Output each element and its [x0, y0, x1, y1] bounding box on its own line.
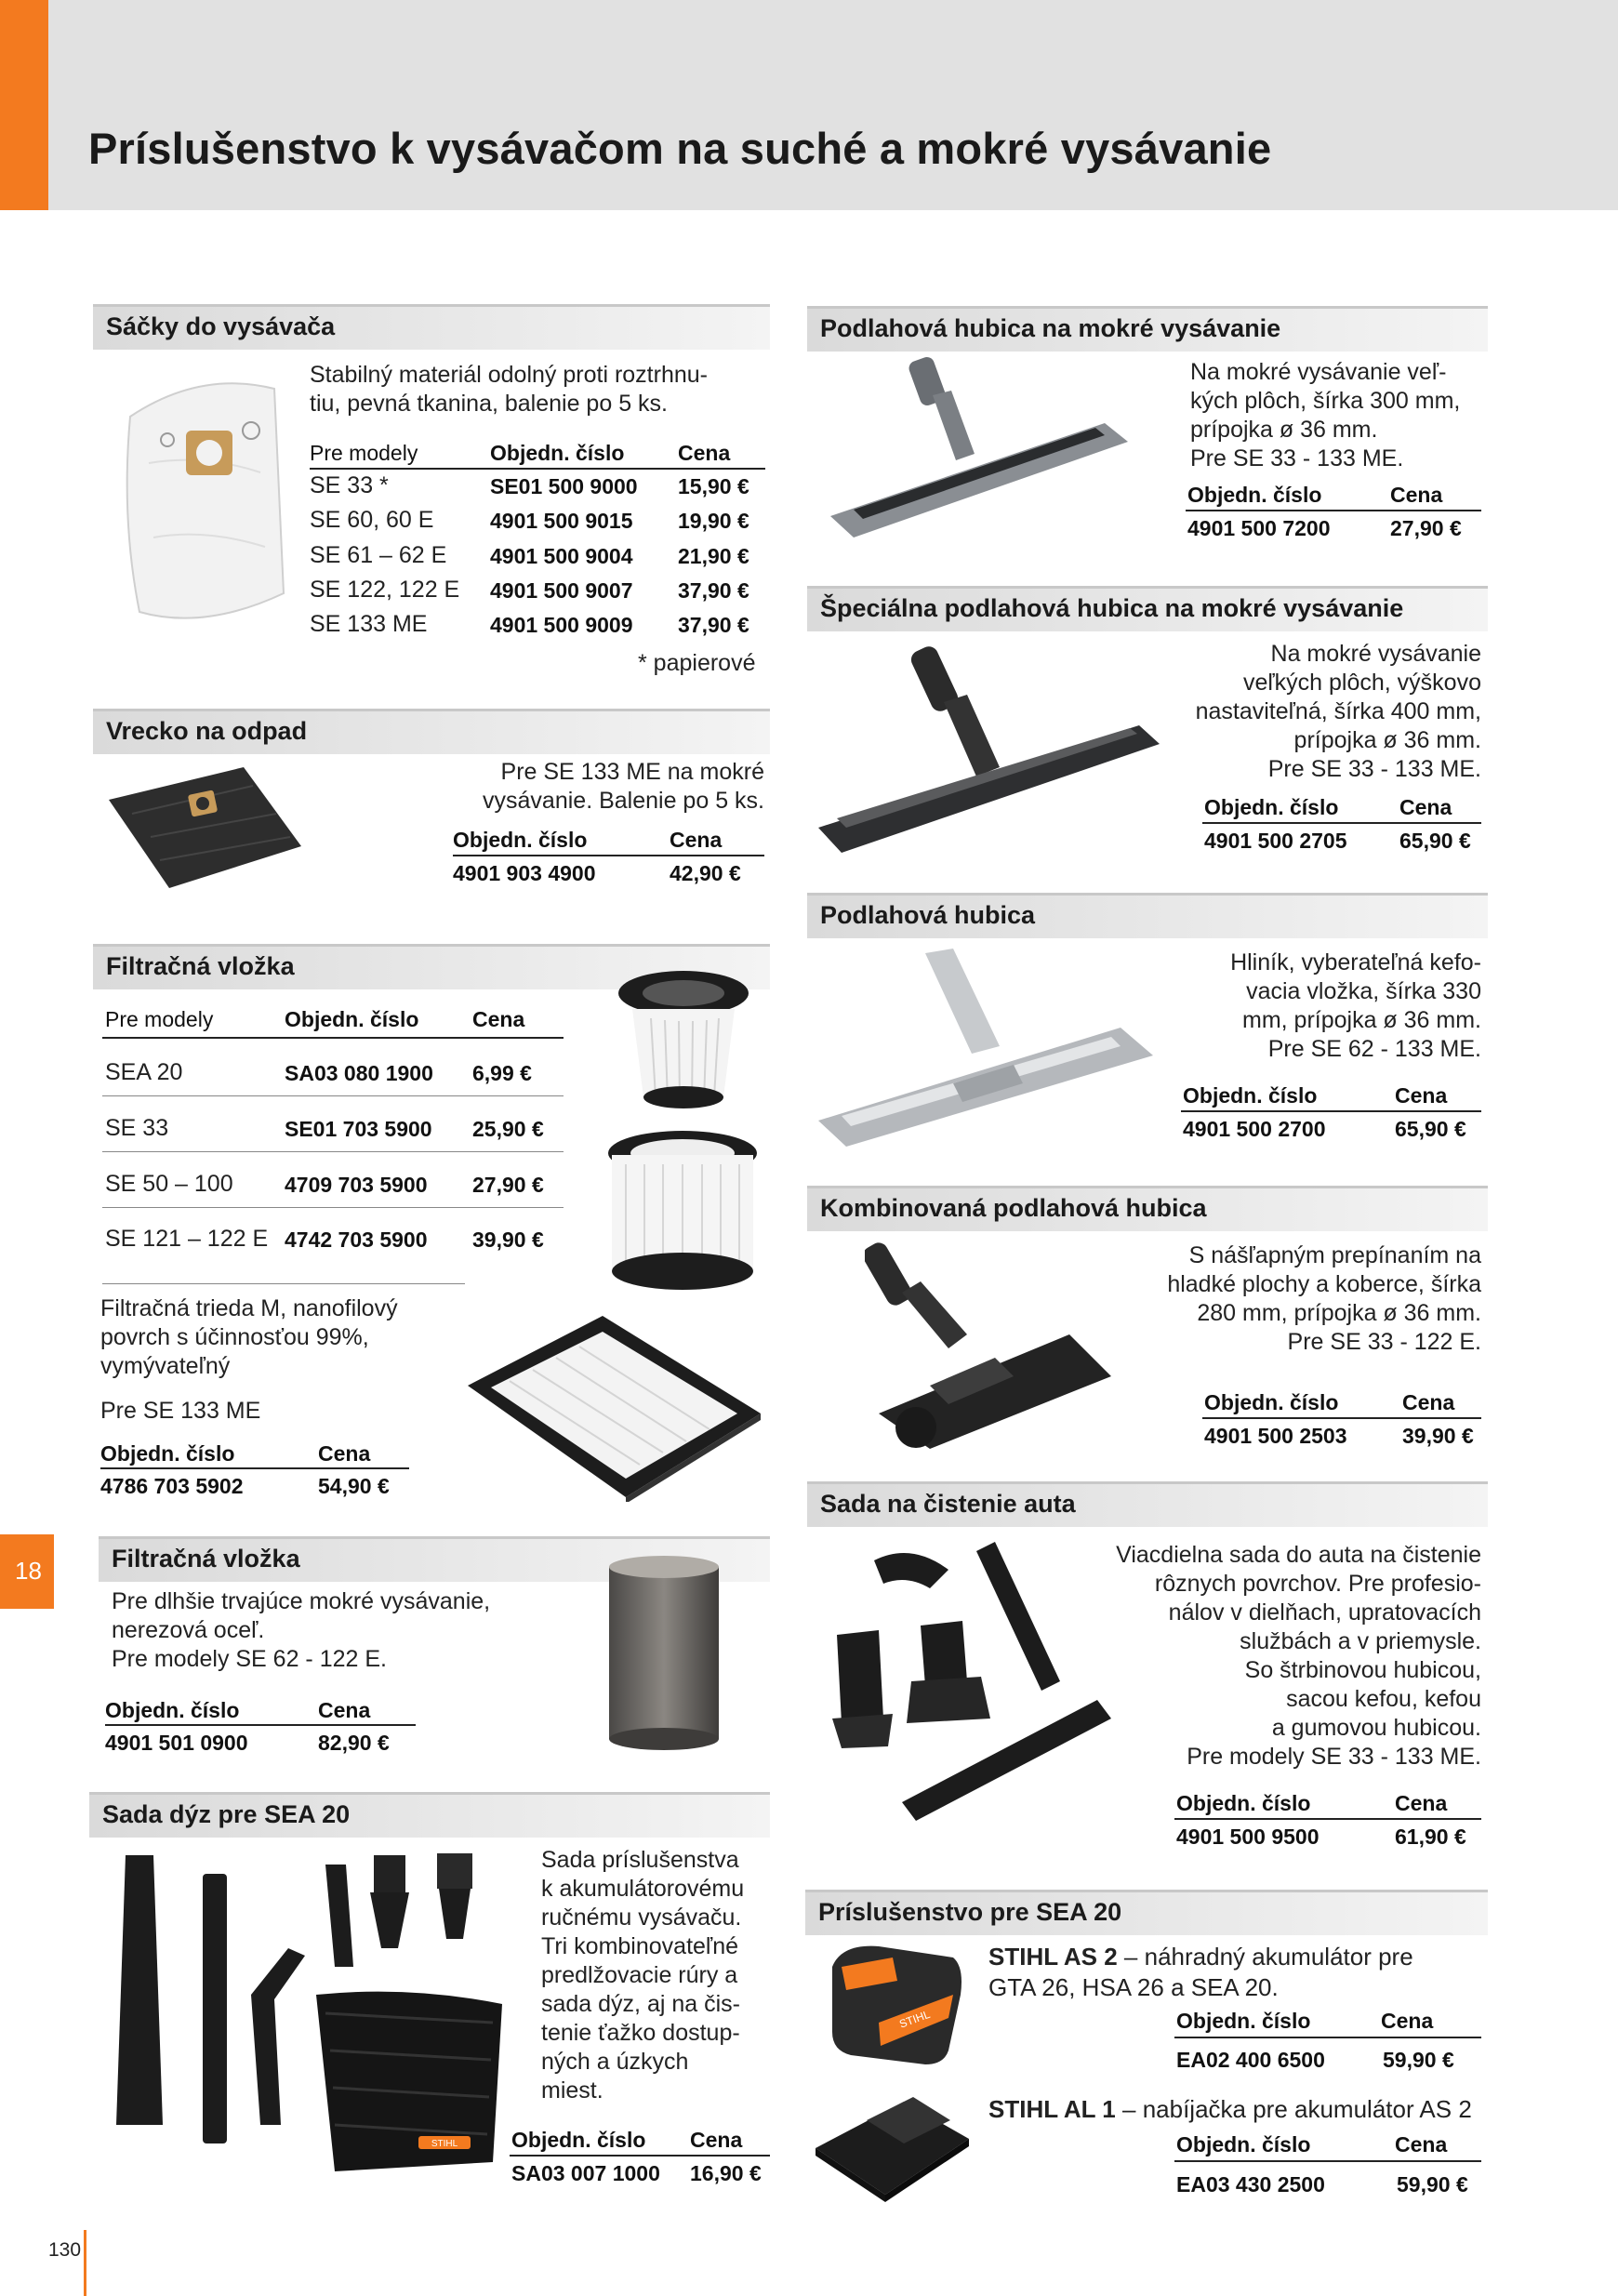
car-set-description: Viacdielna sada do auta na čistenie rôznych povrchov. Pre profesio- nálov v dielňach, upratovacích službách a v priemysle. So štrbinovou hubicou, sacou kefou, kefou a gumovou hubicou. Pre modely SE 33 - 133 ME.: [1116, 1542, 1481, 1770]
wet-floor-nozzle-image: [826, 353, 1133, 539]
nozzle-set-col-order: Objedn. číslo: [511, 2128, 646, 2152]
stihl-logo-bag: STIHL: [431, 2139, 458, 2149]
combi-floor-col-price: Cena: [1402, 1390, 1455, 1414]
floor-col-order: Objedn. číslo: [1183, 1083, 1318, 1108]
table-cell: 4901 500 2700: [1183, 1117, 1326, 1141]
filter1-rule-2: [100, 1467, 409, 1469]
combi-floor-nozzle-image: [865, 1237, 1116, 1451]
table-cell: 4709 703 5900: [285, 1173, 428, 1197]
table-cell: 39,90 €: [1402, 1424, 1474, 1448]
nozzle-set-col-price: Cena: [690, 2128, 743, 2152]
section-heading-sea20-accessories: Príslušenstvo pre SEA 20: [805, 1890, 1488, 1935]
table-cell: 15,90 €: [678, 474, 749, 498]
as2-col-price: Cena: [1381, 2009, 1434, 2033]
waste-bag-col-price: Cena: [670, 828, 723, 852]
filter2-col-order: Objedn. číslo: [105, 1698, 240, 1722]
combi-floor-rule: [1202, 1417, 1481, 1419]
filter1-col-price-2: Cena: [318, 1441, 371, 1466]
filter1-col-price: Cena: [472, 1007, 525, 1031]
vacuum-bag-image: [112, 352, 288, 630]
table-cell: 4742 703 5900: [285, 1228, 428, 1252]
bags-footnote: * papierové: [638, 650, 756, 676]
section-heading-bags: Sáčky do vysávača: [93, 304, 770, 350]
header-band: [0, 0, 1618, 210]
bags-col-models: Pre modely: [310, 441, 418, 465]
waste-bag-image: [104, 763, 304, 893]
table-cell: 4786 703 5902: [100, 1474, 244, 1498]
filter2-col-price: Cena: [318, 1698, 371, 1722]
waste-bag-col-order: Objedn. číslo: [453, 828, 588, 852]
table-cell: 4901 501 0900: [105, 1731, 248, 1755]
section-heading-special-floor-nozzle: Špeciálna podlahová hubica na mokré vysávanie: [807, 586, 1488, 631]
filter-cartridge-image: [603, 1127, 763, 1293]
table-cell: SE 133 ME: [310, 611, 428, 637]
wet-floor-rule: [1186, 510, 1481, 511]
row-divider: [102, 1151, 564, 1152]
filter1-for-models: Pre SE 133 ME: [100, 1398, 261, 1424]
table-cell: 16,90 €: [690, 2161, 762, 2185]
nozzle-set-rule: [510, 2155, 770, 2157]
filter1-col-order: Objedn. číslo: [285, 1007, 419, 1031]
flat-filter-image: [463, 1311, 765, 1502]
wet-floor-description: Na mokré vysávanie veľ- kých plôch, šírka 300 mm, prípojka ø 36 mm. Pre SE 33 - 133 ME.: [1190, 359, 1461, 471]
table-cell: 42,90 €: [670, 861, 741, 885]
nozzle-set-image: [102, 1846, 530, 2181]
filter2-rule: [105, 1724, 416, 1726]
car-set-rule: [1174, 1818, 1481, 1820]
filter1-header-rule: [102, 1037, 564, 1039]
table-cell: SA03 080 1900: [285, 1061, 433, 1085]
filter2-description: Pre dlhšie trvajúce mokré vysávanie, nerezová oceľ. Pre modely SE 62 - 122 E.: [112, 1588, 491, 1672]
page-number: 130: [48, 2239, 82, 2261]
table-cell: 4901 500 9007: [490, 578, 633, 603]
nozzle-set-description: Sada príslušenstva k akumulátorovému ručnému vysávaču. Tri kombinovateľné predlžovacie rúry a sada dýz, aj na čis- tenie ťažko dostup- ných a úzkych miest.: [541, 1847, 745, 2104]
table-cell: SE01 703 5900: [285, 1117, 432, 1141]
section-heading-filter-1: Filtračná vložka: [93, 944, 770, 989]
filter1-col-models: Pre modely: [105, 1007, 214, 1031]
section-heading-car-set: Sada na čistenie auta: [807, 1481, 1488, 1527]
battery-as2-image: [823, 1939, 967, 2069]
bags-table-rule: [310, 468, 765, 470]
bags-description: Stabilný materiál odolný proti roztrhnu- tiu, pevná tkanina, balenie po 5 ks.: [310, 362, 708, 417]
table-cell: SE 121 – 122 E: [105, 1226, 269, 1252]
al1-rule: [1174, 2160, 1481, 2162]
floor-description: Hliník, vyberateľná kefo- vacia vložka, šírka 330 mm, prípojka ø 36 mm. Pre SE 62 - 133 ME.: [1230, 949, 1481, 1062]
aluminium-floor-nozzle-image: [814, 944, 1158, 1148]
table-cell: 4901 500 7200: [1187, 516, 1331, 540]
special-floor-nozzle-image: [814, 637, 1162, 860]
orange-accent-bar: [0, 0, 48, 210]
table-cell: 82,90 €: [318, 1731, 390, 1755]
table-cell: SE 33 *: [310, 472, 389, 498]
table-cell: 6,99 €: [472, 1061, 532, 1085]
table-cell: 4901 500 9015: [490, 509, 633, 533]
as2-description: [988, 1942, 1491, 2003]
table-cell: SE 122, 122 E: [310, 577, 460, 603]
car-set-col-order: Objedn. číslo: [1176, 1791, 1311, 1815]
table-cell: 25,90 €: [472, 1117, 544, 1141]
table-cell: EA03 430 2500: [1176, 2172, 1325, 2196]
table-cell: SE 50 – 100: [105, 1171, 233, 1197]
filter1-col-order-2: Objedn. číslo: [100, 1441, 235, 1466]
table-cell: 21,90 €: [678, 544, 749, 568]
table-cell: 61,90 €: [1395, 1825, 1466, 1849]
row-divider: [102, 1283, 465, 1284]
stihl-logo-battery: STIHL: [897, 2007, 933, 2031]
as2-name: STIHL AS 2: [988, 1943, 1118, 1971]
section-heading-filter-2: Filtračná vložka: [99, 1536, 770, 1582]
al1-description: [988, 2094, 1491, 2125]
row-divider: [102, 1095, 564, 1096]
table-cell: 65,90 €: [1395, 1117, 1466, 1141]
table-cell: 4901 500 9009: [490, 613, 633, 637]
al1-col-price: Cena: [1395, 2132, 1448, 2157]
filter-sea20-image: [614, 967, 753, 1116]
table-cell: 39,90 €: [472, 1228, 544, 1252]
table-cell: SA03 007 1000: [511, 2161, 660, 2185]
waste-bag-description: Pre SE 133 ME na mokré vysávanie. Balenie po 5 ks.: [483, 759, 764, 814]
waste-bag-rule: [453, 855, 764, 856]
table-cell: 4901 500 9500: [1176, 1825, 1320, 1849]
row-divider: [102, 1207, 564, 1208]
table-cell: 59,90 €: [1397, 2172, 1468, 2196]
combi-floor-col-order: Objedn. číslo: [1204, 1390, 1339, 1414]
table-cell: SE 33: [105, 1115, 169, 1141]
al1-name: STIHL AL 1: [988, 2095, 1116, 2123]
page-title: Príslušenstvo k vysávačom na suché a mokré vysávanie: [88, 124, 1272, 173]
page-number-line: [84, 2230, 86, 2296]
wet-floor-col-price: Cena: [1390, 483, 1443, 507]
charger-al1-image: [811, 2083, 974, 2204]
section-heading-wet-floor-nozzle: Podlahová hubica na mokré vysávanie: [807, 306, 1488, 352]
table-cell: 27,90 €: [1390, 516, 1462, 540]
floor-col-price: Cena: [1395, 1083, 1448, 1108]
table-cell: 37,90 €: [678, 578, 749, 603]
filter1-description: Filtračná trieda M, nanofilový povrch s účinnosťou 99%, vymývateľný: [100, 1295, 398, 1379]
table-cell: EA02 400 6500: [1176, 2048, 1325, 2072]
special-floor-col-order: Objedn. číslo: [1204, 795, 1339, 819]
car-set-col-price: Cena: [1395, 1791, 1448, 1815]
table-cell: SE 61 – 62 E: [310, 542, 447, 568]
table-cell: SEA 20: [105, 1059, 183, 1085]
al1-col-order: Objedn. číslo: [1176, 2132, 1311, 2157]
table-cell: 19,90 €: [678, 509, 749, 533]
section-heading-waste-bag: Vrecko na odpad: [93, 709, 770, 754]
combi-floor-description: S nášľapným prepínaním na hladké plochy a koberce, šírka 280 mm, prípojka ø 36 mm. Pre SE 33 - 122 E.: [1167, 1242, 1481, 1355]
bags-col-order: Objedn. číslo: [490, 441, 625, 465]
table-cell: 4901 500 9004: [490, 544, 633, 568]
section-heading-nozzle-set: Sada dýz pre SEA 20: [89, 1792, 770, 1838]
as2-text: – náhradný akumulátor pre GTA 26, HSA 26 a SEA 20.: [988, 1943, 1413, 2001]
special-floor-rule: [1202, 822, 1481, 824]
section-heading-combi-floor-nozzle: Kombinovaná podlahová hubica: [807, 1186, 1488, 1231]
special-floor-description: Na mokré vysávanie veľkých plôch, výškovo nastaviteľná, šírka 400 mm, prípojka ø 36 mm. Pre SE 33 - 133 ME.: [1195, 641, 1481, 782]
table-cell: 4901 903 4900: [453, 861, 596, 885]
table-cell: 54,90 €: [318, 1474, 390, 1498]
bags-col-price: Cena: [678, 441, 731, 465]
chapter-number: 18: [15, 1557, 42, 1585]
table-cell: 65,90 €: [1399, 829, 1471, 853]
wet-floor-col-order: Objedn. číslo: [1187, 483, 1322, 507]
table-cell: 4901 500 2705: [1204, 829, 1347, 853]
special-floor-col-price: Cena: [1399, 795, 1452, 819]
as2-col-order: Objedn. číslo: [1176, 2009, 1311, 2033]
table-cell: SE01 500 9000: [490, 474, 638, 498]
chapter-side-tab: [0, 1534, 54, 1609]
section-heading-floor-nozzle: Podlahová hubica: [807, 893, 1488, 938]
al1-text: – nabíjačka pre akumulátor AS 2: [1115, 2095, 1472, 2123]
as2-rule: [1174, 2037, 1481, 2038]
table-cell: SE 60, 60 E: [310, 507, 434, 533]
stainless-filter-image: [604, 1553, 723, 1753]
table-cell: 27,90 €: [472, 1173, 544, 1197]
table-cell: 4901 500 2503: [1204, 1424, 1347, 1448]
table-cell: 59,90 €: [1383, 2048, 1454, 2072]
table-cell: 37,90 €: [678, 613, 749, 637]
floor-rule: [1181, 1110, 1481, 1112]
